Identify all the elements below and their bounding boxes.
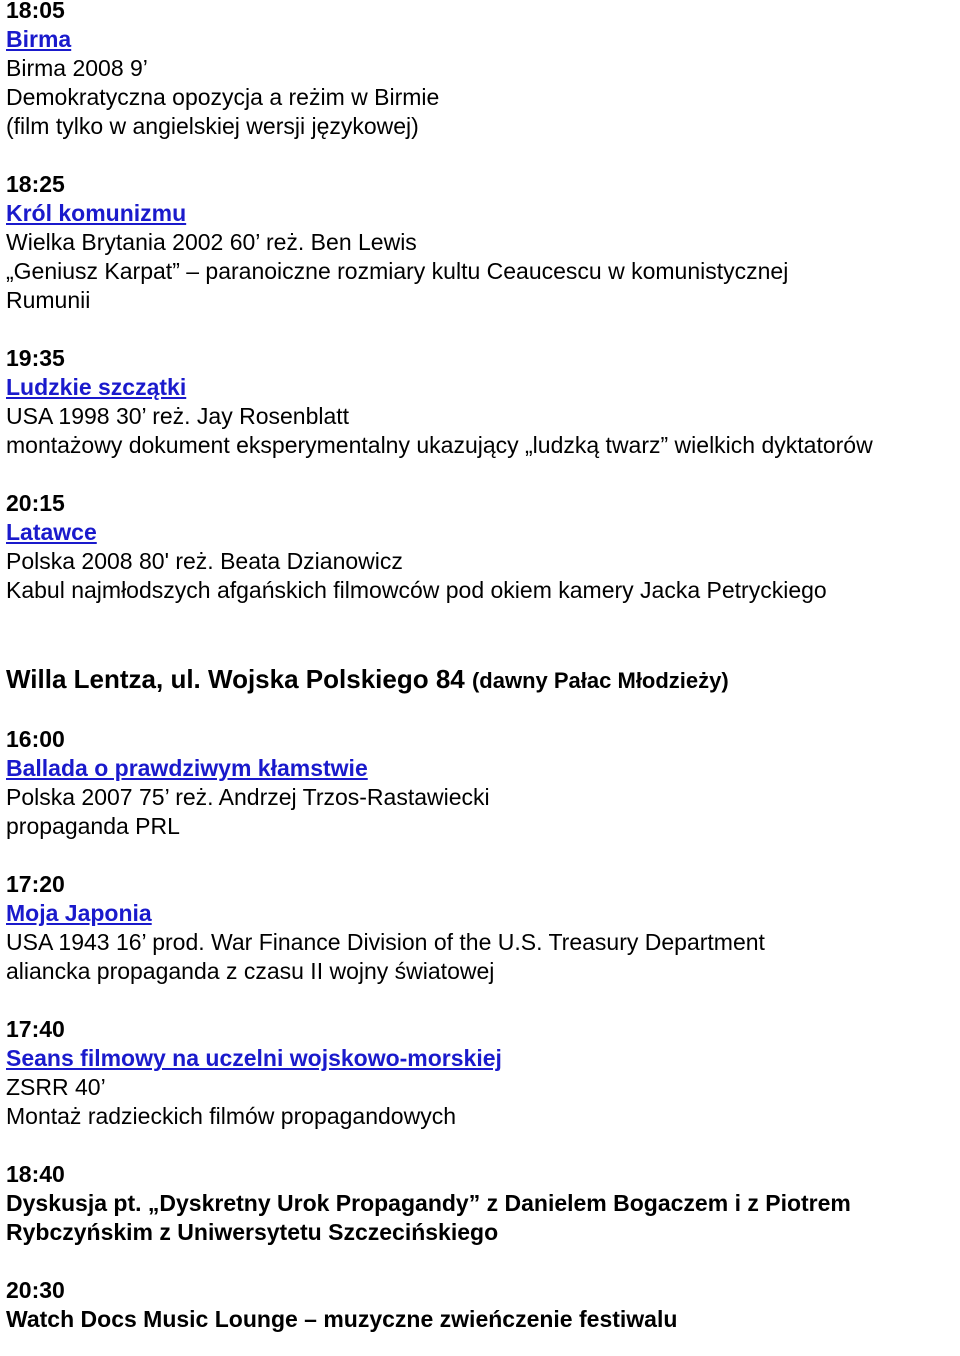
discussion-title: Dyskusja pt. „Dyskretny Urok Propagandy” z Danielem Bogaczem i z Piotrem bbox=[6, 1190, 851, 1216]
schedule-entry bbox=[6, 725, 956, 841]
film-description: Montaż radzieckich filmów propagandowych bbox=[6, 1103, 456, 1129]
schedule-entry bbox=[6, 170, 956, 315]
festival-schedule-page bbox=[6, 0, 956, 1334]
film-details: Birma 2008 9’ bbox=[6, 55, 148, 81]
schedule-entry bbox=[6, 0, 956, 141]
film-description: propaganda PRL bbox=[6, 813, 180, 839]
film-description: (film tylko w angielskiej wersji językowej) bbox=[6, 113, 419, 139]
film-title-link[interactable]: Moja Japonia bbox=[6, 900, 152, 926]
film-description: Kabul najmłodszych afgańskich filmowców pod okiem kamery Jacka Petryckiego bbox=[6, 577, 827, 603]
film-title-link[interactable]: Birma bbox=[6, 26, 72, 52]
film-title-link[interactable]: Król komunizmu bbox=[6, 200, 187, 226]
event-time: 17:40 bbox=[6, 1016, 65, 1042]
discussion-entry bbox=[6, 1160, 956, 1247]
film-details: USA 1998 30’ reż. Jay Rosenblatt bbox=[6, 403, 350, 429]
schedule-entry bbox=[6, 344, 956, 460]
film-title-link[interactable]: Seans filmowy na uczelni wojskowo-morskiej bbox=[6, 1045, 502, 1071]
film-details: Polska 2008 80' reż. Beata Dzianowicz bbox=[6, 548, 403, 574]
film-title-link[interactable]: Ballada o prawdziwym kłamstwie bbox=[6, 755, 368, 781]
schedule-entry bbox=[6, 489, 956, 605]
film-details: ZSRR 40’ bbox=[6, 1074, 106, 1100]
film-title-link[interactable]: Latawce bbox=[6, 519, 97, 545]
event-time: 18:05 bbox=[6, 0, 65, 23]
event-time: 20:15 bbox=[6, 490, 65, 516]
event-time: 16:00 bbox=[6, 726, 65, 752]
venue-name: Willa Lentza, ul. Wojska Polskiego 84 bbox=[6, 664, 465, 694]
venue-subtitle: (dawny Pałac Młodzieży) bbox=[471, 668, 729, 693]
event-time: 18:40 bbox=[6, 1161, 65, 1187]
venue-heading bbox=[6, 664, 956, 696]
film-details: Polska 2007 75’ reż. Andrzej Trzos-Rastawiecki bbox=[6, 784, 490, 810]
discussion-title: Rybczyńskim z Uniwersytetu Szczecińskiego bbox=[6, 1219, 499, 1245]
event-time: 19:35 bbox=[6, 345, 65, 371]
closing-entry bbox=[6, 1276, 956, 1334]
film-description: „Geniusz Karpat” – paranoiczne rozmiary kultu Ceaucescu w komunistycznej bbox=[6, 258, 789, 284]
film-description: aliancka propaganda z czasu II wojny światowej bbox=[6, 958, 495, 984]
film-description: Rumunii bbox=[6, 287, 91, 313]
closing-title: Watch Docs Music Lounge – muzyczne zwieńczenie festiwalu bbox=[6, 1306, 678, 1332]
schedule-entry bbox=[6, 1015, 956, 1131]
schedule-entry bbox=[6, 870, 956, 986]
film-details: Wielka Brytania 2002 60’ reż. Ben Lewis bbox=[6, 229, 417, 255]
event-time: 18:25 bbox=[6, 171, 65, 197]
film-description: montażowy dokument eksperymentalny ukazujący „ludzką twarz” wielkich dyktatorów bbox=[6, 432, 873, 458]
film-description: Demokratyczna opozycja a reżim w Birmie bbox=[6, 84, 440, 110]
event-time: 20:30 bbox=[6, 1277, 65, 1303]
event-time: 17:20 bbox=[6, 871, 65, 897]
film-title-link[interactable]: Ludzkie szczątki bbox=[6, 374, 187, 400]
film-details: USA 1943 16’ prod. War Finance Division of the U.S. Treasury Department bbox=[6, 929, 765, 955]
